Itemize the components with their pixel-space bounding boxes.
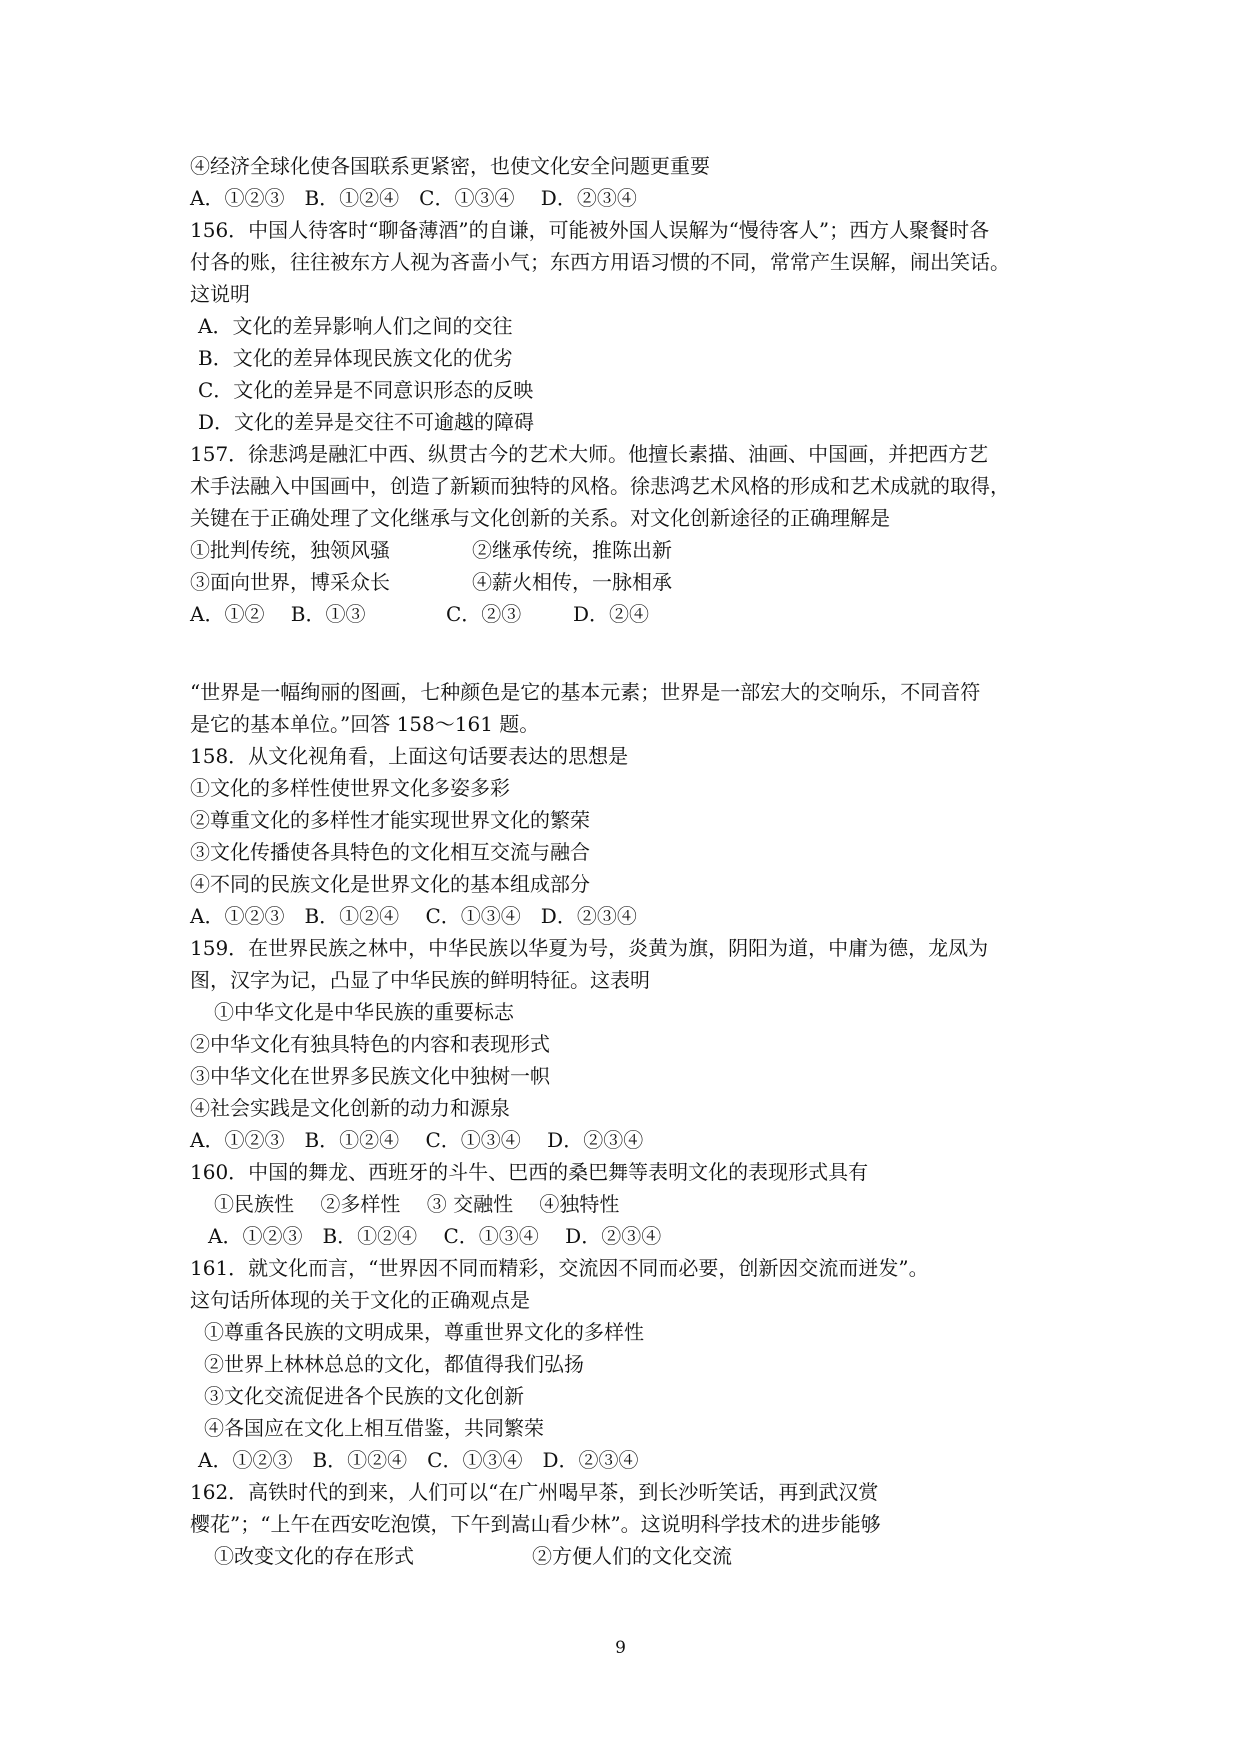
choice-line: ②中华文化有独具特色的内容和表现形式 bbox=[190, 1032, 550, 1056]
choice-line: ④各国应在文化上相互借鉴，共同繁荣 bbox=[204, 1416, 544, 1440]
question-161-line: 161．就文化而言，“世界因不同而精彩，交流因不同而必要，创新因交流而迸发”。 bbox=[190, 1256, 929, 1280]
answer-options-line: A．①②③ B．①②④ C．①③④ D．②③④ bbox=[190, 186, 637, 210]
question-161-line: 这句话所体现的关于文化的正确观点是 bbox=[190, 1288, 530, 1312]
question-162-line: 162．高铁时代的到来，人们可以“在广州喝早茶，到长沙听笑话，再到武汉赏 bbox=[190, 1480, 879, 1504]
passage-line: 是它的基本单位。”回答 158～161 题。 bbox=[190, 712, 540, 736]
choice-1: ①改变文化的存在形式 bbox=[214, 1544, 414, 1568]
choice-line: ①民族性 ②多样性 ③ 交融性 ④独特性 bbox=[214, 1192, 620, 1216]
question-157-line: 关键在于正确处理了文化继承与文化创新的关系。对文化创新途径的正确理解是 bbox=[190, 506, 890, 530]
page-number: 9 bbox=[615, 1638, 626, 1658]
choice-line: ①中华文化是中华民族的重要标志 bbox=[214, 1000, 514, 1024]
option-a: A．文化的差异影响人们之间的交往 bbox=[198, 314, 513, 338]
option-b: B．文化的差异体现民族文化的优劣 bbox=[198, 346, 513, 370]
question-156-line: 付各的账，往往被东方人视为吝啬小气；东西方用语习惯的不同，常常产生误解，闹出笑话。 bbox=[190, 250, 1010, 274]
choice-line: ③文化交流促进各个民族的文化创新 bbox=[204, 1384, 524, 1408]
question-158-line: 158．从文化视角看，上面这句话要表达的思想是 bbox=[190, 744, 629, 768]
choice-line: ①文化的多样性使世界文化多姿多彩 bbox=[190, 776, 510, 800]
question-156-line: 这说明 bbox=[190, 282, 250, 306]
choice-2: ②方便人们的文化交流 bbox=[532, 1544, 732, 1568]
choice-line: ③中华文化在世界多民族文化中独树一帜 bbox=[190, 1064, 550, 1088]
question-159-line: 图，汉字为记，凸显了中华民族的鲜明特征。这表明 bbox=[190, 968, 650, 992]
choice-line: ①尊重各民族的文明成果，尊重世界文化的多样性 bbox=[204, 1320, 644, 1344]
choices-line bbox=[190, 566, 672, 598]
answer-ab: A．①② B．①③ bbox=[190, 602, 366, 626]
choice-line: ③文化传播使各具特色的文化相互交流与融合 bbox=[190, 840, 590, 864]
choice-4: ④薪火相传，一脉相承 bbox=[472, 570, 672, 594]
answer-options-line: A．①②③ B．①②④ C．①③④ D．②③④ bbox=[198, 1448, 639, 1472]
answer-options-line bbox=[190, 598, 650, 630]
question-156-line: 156．中国人待客时“聊备薄酒”的自谦，可能被外国人误解为“慢待客人”；西方人聚餐时各 bbox=[190, 218, 990, 242]
choice-1: ①批判传统，独领风骚 bbox=[190, 538, 390, 562]
choice-line: ②世界上林林总总的文化，都值得我们弘扬 bbox=[204, 1352, 584, 1376]
question-160-line: 160．中国的舞龙、西班牙的斗牛、巴西的桑巴舞等表明文化的表现形式具有 bbox=[190, 1160, 869, 1184]
question-157-line: 术手法融入中国画中，创造了新颖而独特的风格。徐悲鸿艺术风格的形成和艺术成就的取得， bbox=[190, 474, 1010, 498]
option-c: C．文化的差异是不同意识形态的反映 bbox=[198, 378, 534, 402]
answer-options-line: A．①②③ B．①②④ C．①③④ D．②③④ bbox=[208, 1224, 662, 1248]
option-d: D．文化的差异是交往不可逾越的障碍 bbox=[198, 410, 535, 434]
answer-options-line: A．①②③ B．①②④ C．①③④ D．②③④ bbox=[190, 1128, 644, 1152]
question-157-line: 157．徐悲鸿是融汇中西、纵贯古今的艺术大师。他擅长素描、油画、中国画，并把西方艺 bbox=[190, 442, 989, 466]
choice-3: ③面向世界，博采众长 bbox=[190, 570, 390, 594]
answer-c: C．②③ bbox=[446, 602, 522, 626]
answer-options-line: A．①②③ B．①②④ C．①③④ D．②③④ bbox=[190, 904, 637, 928]
choices-line bbox=[190, 534, 672, 566]
passage-line: “世界是一幅绚丽的图画，七种颜色是它的基本元素；世界是一部宏大的交响乐，不同音符 bbox=[190, 680, 981, 704]
choice-line: ④不同的民族文化是世界文化的基本组成部分 bbox=[190, 872, 590, 896]
answer-d: D．②④ bbox=[573, 602, 650, 626]
question-159-line: 159．在世界民族之林中，中华民族以华夏为号，炎黄为旗，阴阳为道，中庸为德，龙凤为 bbox=[190, 936, 989, 960]
choice-line: ②尊重文化的多样性才能实现世界文化的繁荣 bbox=[190, 808, 590, 832]
choice-2: ②继承传统，推陈出新 bbox=[472, 538, 672, 562]
question-162-line: 樱花”；“上午在西安吃泡馍，下午到嵩山看少林”。这说明科学技术的进步能够 bbox=[190, 1512, 881, 1536]
text-line: ④经济全球化使各国联系更紧密，也使文化安全问题更重要 bbox=[190, 154, 710, 178]
choices-line bbox=[214, 1540, 732, 1572]
choice-line: ④社会实践是文化创新的动力和源泉 bbox=[190, 1096, 510, 1120]
